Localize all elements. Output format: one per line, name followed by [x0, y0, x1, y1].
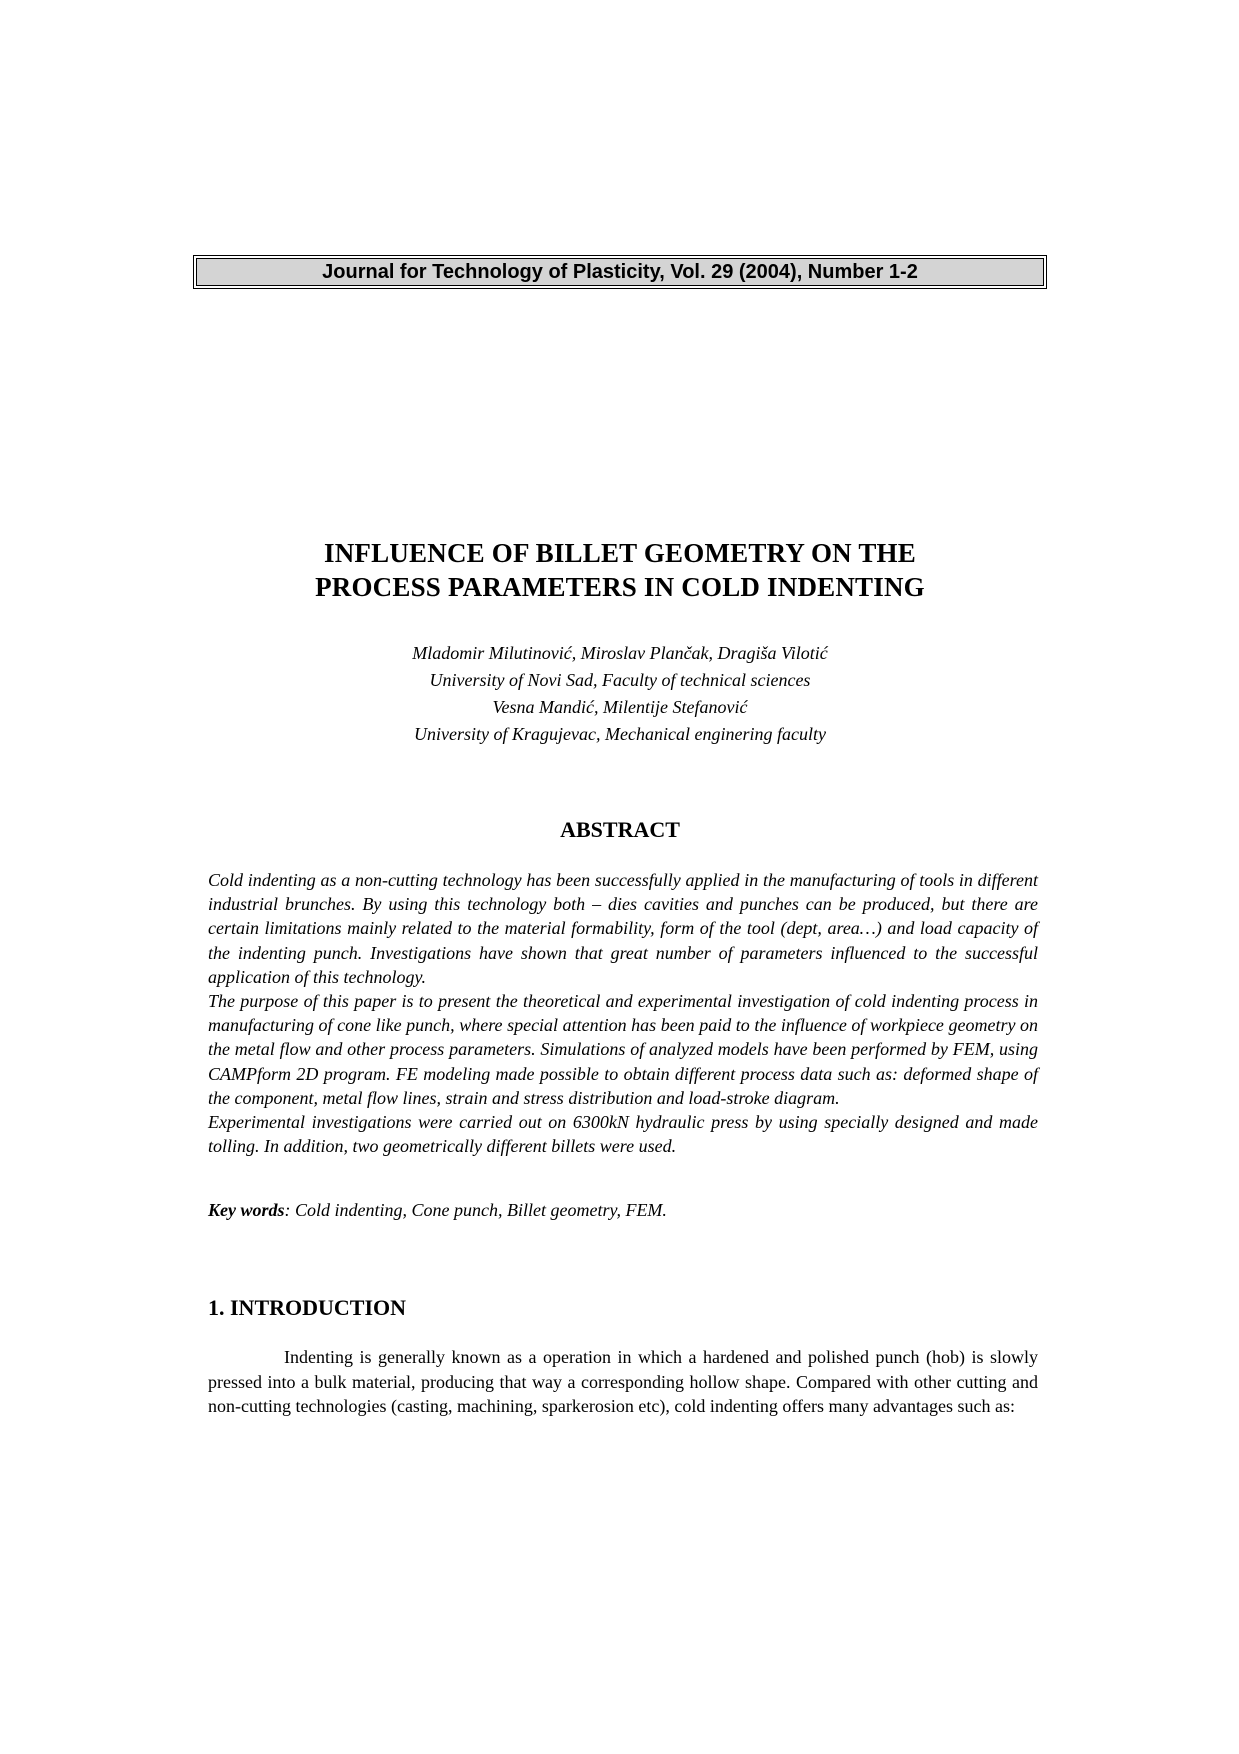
section-heading-introduction: 1. INTRODUCTION [208, 1295, 407, 1320]
author-names: Vesna Mandić, Milentije Stefanović [492, 697, 748, 717]
keywords [208, 1198, 1038, 1222]
paper-title [180, 536, 1060, 604]
author-affiliation: University of Kragujevac, Mechanical enginering faculty [414, 724, 826, 744]
author-names: Mladomir Milutinović, Miroslav Plančak, Dragiša Vilotić [412, 643, 828, 663]
introduction-paragraph: Indenting is generally known as a operation in which a hardened and polished punch (hob) is slowly pressed into a bulk material, producing that way a corresponding hollow shape. Compared with other cutting and non-cutting technologies (casting, machining, sparkerosion etc), cold indenting offers many advantages such as: [208, 1347, 1038, 1416]
paper-title-line-1: INFLUENCE OF BILLET GEOMETRY ON THE [324, 538, 916, 568]
keywords-text: : Cold indenting, Cone punch, Billet geometry, FEM. [284, 1200, 667, 1220]
abstract-paragraph: The purpose of this paper is to present the theoretical and experimental investigation of cold indenting process in manufacturing of cone like punch, where special attention has been paid to the influence of workpiece geometry on the metal flow and other process parameters. Simulations of analyzed models have been performed by FEM, using CAMPform 2D program. FE modeling made possible to obtain different process data such as: deformed shape of the component, metal flow lines, strain and stress distribution and load-stroke diagram. [208, 991, 1038, 1108]
author-affiliation: University of Novi Sad, Faculty of technical sciences [429, 670, 811, 690]
abstract-paragraph: Cold indenting as a non-cutting technology has been successfully applied in the manufacturing of tools in different industrial brunches. By using this technology both – dies cavities and punches can be produced, but there are certain limitations mainly related to the material formability, form of the tool (dept, area…) and load capacity of the indenting punch. Investigations have shown that great number of parameters influenced to the successful application of this technology. [208, 870, 1038, 987]
abstract-heading: ABSTRACT [560, 817, 680, 842]
journal-banner [193, 255, 1047, 289]
abstract-paragraph: Experimental investigations were carried out on 6300kN hydraulic press by using specially designed and made tolling. In addition, two geometrically different billets were used. [208, 1112, 1038, 1157]
paper-title-line-2: PROCESS PARAMETERS IN COLD INDENTING [315, 572, 925, 602]
keywords-label: Key words [208, 1200, 285, 1220]
authors-block [180, 640, 1060, 748]
journal-title: Journal for Technology of Plasticity, Vol. 29 (2004), Number 1-2 [196, 258, 1044, 286]
abstract-body [208, 868, 1038, 1158]
